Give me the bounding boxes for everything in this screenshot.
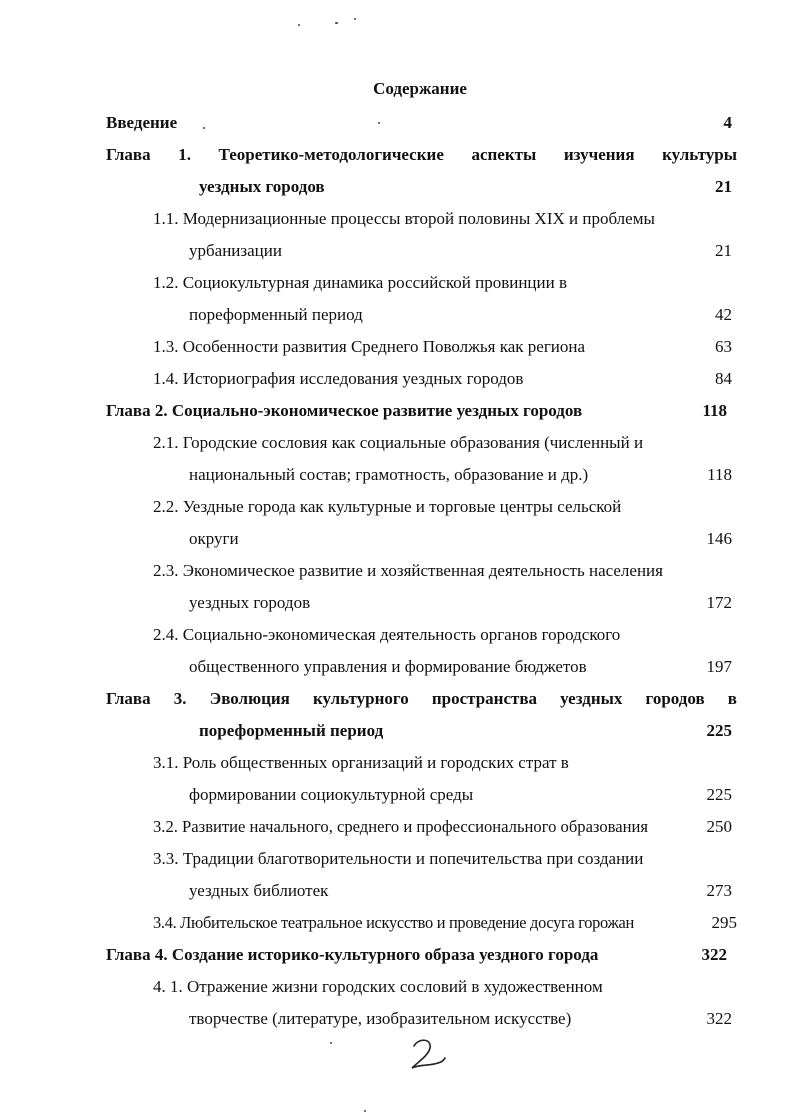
toc-ch1-label: Глава 1. Теоретико-методологические аспекты изучения культуры [106,145,737,164]
toc-s1-1-label: 1.1. Модернизационные процессы второй половины XIX и проблемы [153,209,655,228]
toc-s2-3-label-cont: уездных городов [189,593,311,612]
toc-s1-3-label: 1.3. Особенности развития Среднего Поволжья как региона [153,337,586,356]
toc-s3-4-page: 295 [711,913,737,932]
toc-s3-1-page: 225 [706,785,732,804]
toc-s1-1-label-cont: урбанизации [189,241,282,260]
toc-s2-4-page: 197 [706,657,732,676]
scan-speck [298,24,300,26]
toc-s2-2-label: 2.2. Уездные города как культурные и торговые центры сельской [153,497,622,516]
toc-ch3-page: 225 [706,721,732,740]
toc-s2-4-label-cont: общественного управления и формирование бюджетов [189,657,587,676]
toc-s2-1-label: 2.1. Городские сословия как социальные образования (численный и [153,433,644,452]
toc-intro-page: 4 [723,113,732,132]
toc-s2-1-page: 118 [707,465,732,484]
scan-speck [335,22,338,24]
toc-s2-1-label-cont: национальный состав; грамотность, образование и др.) [189,465,589,484]
toc-s3-4-label: 3.4. Любительское театральное искусство и проведение досуга горожан [153,913,635,932]
scan-speck [364,1110,366,1112]
toc-s3-3-page: 273 [706,881,732,900]
scan-speck [378,122,380,124]
toc-ch2-page: 118 [702,401,727,420]
scan-speck [330,1042,332,1044]
toc-s1-4-label: 1.4. Историография исследования уездных городов [153,369,524,388]
toc-s3-3-label: 3.3. Традиции благотворительности и попечительства при создании [153,849,644,868]
toc-s1-2-label-cont: пореформенный период [189,305,363,324]
toc-s3-1-label-cont: формировании социокультурной среды [189,785,474,804]
toc-s1-3-page: 63 [715,337,732,356]
scan-speck [203,127,205,129]
toc-ch4-page: 322 [701,945,727,964]
toc-s3-2-label: 3.2. Развитие начального, среднего и профессионального образования [153,817,649,836]
toc-s2-3-page: 172 [706,593,732,612]
toc-ch3-label: Глава 3. Эволюция культурного пространства уездных городов в [106,689,737,708]
toc-s1-1-page: 21 [715,241,732,260]
toc-intro-label: Введение [106,113,178,132]
toc-s2-2-label-cont: округи [189,529,239,548]
toc-ch3-label-cont: пореформенный период [199,721,384,740]
toc-ch1-label-cont: уездных городов [199,177,325,196]
toc-s1-2-page: 42 [715,305,732,324]
toc-s2-4-label: 2.4. Социально-экономическая деятельность органов городского [153,625,621,644]
toc-s2-3-label: 2.3. Экономическое развитие и хозяйственная деятельность населения [153,561,663,580]
scan-speck [354,18,356,20]
toc-s3-1-label: 3.1. Роль общественных организаций и городских страт в [153,753,569,772]
toc-s1-4-page: 84 [715,369,732,388]
toc-ch1-page: 21 [715,177,732,196]
toc-s2-2-page: 146 [706,529,732,548]
toc-ch2-label: Глава 2. Социально-экономическое развитие уездных городов [106,401,583,420]
page-title: Содержание [373,79,467,98]
toc-s4-1-page: 322 [706,1009,732,1028]
toc-ch4-label: Глава 4. Создание историко-культурного образа уездного города [106,945,599,964]
toc-s3-3-label-cont: уездных библиотек [189,881,329,900]
toc-s3-2-page: 250 [706,817,732,836]
toc-s4-1-label: 4. 1. Отражение жизни городских сословий в художественном [153,977,603,996]
handwritten-page-number-icon [408,1036,448,1072]
toc-s1-2-label: 1.2. Социокультурная динамика российской провинции в [153,273,567,292]
toc-s4-1-label-cont: творчестве (литературе, изобразительном искусстве) [189,1009,572,1028]
